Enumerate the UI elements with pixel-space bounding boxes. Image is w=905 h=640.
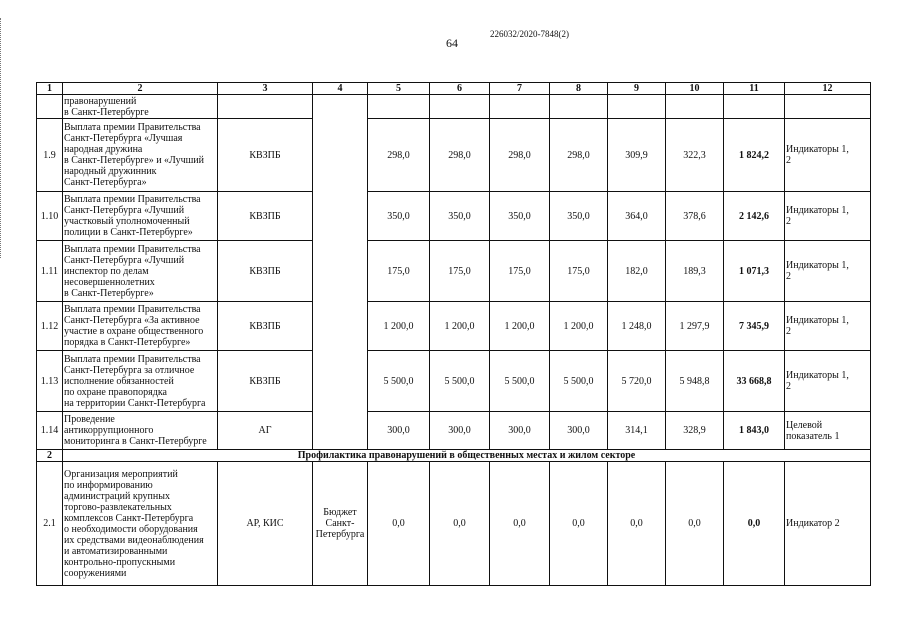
value-cell: 0,0	[666, 462, 724, 586]
value-cell: 5 948,8	[666, 351, 724, 412]
value-cell: 298,0	[490, 119, 550, 192]
row-executor: КВЗПБ	[218, 302, 313, 351]
value-cell: 309,9	[608, 119, 666, 192]
value-cell: 1 248,0	[608, 302, 666, 351]
total-cell: 7 345,9	[724, 302, 785, 351]
value-cell: 175,0	[368, 241, 430, 302]
value-cell: 175,0	[550, 241, 608, 302]
col-number: 11	[724, 83, 785, 95]
value-cell: 1 200,0	[430, 302, 490, 351]
indicator-cell: Индикаторы 1, 2	[785, 119, 871, 192]
value-cell: 175,0	[490, 241, 550, 302]
col-number: 7	[490, 83, 550, 95]
col-number: 6	[430, 83, 490, 95]
value-cell: 1 200,0	[550, 302, 608, 351]
table-row	[37, 351, 871, 412]
row-executor: КВЗПБ	[218, 119, 313, 192]
value-cell: 175,0	[430, 241, 490, 302]
value-cell: 0,0	[550, 462, 608, 586]
value-cell: 322,3	[666, 119, 724, 192]
col-number: 12	[785, 83, 871, 95]
value-cell: 1 297,9	[666, 302, 724, 351]
row-number: 2.1	[37, 462, 63, 586]
section-title: Профилактика правонарушений в общественных местах и жилом секторе	[63, 450, 871, 462]
scan-edge-artifact	[0, 18, 4, 258]
row-executor: КВЗПБ	[218, 351, 313, 412]
total-cell: 1 071,3	[724, 241, 785, 302]
value-cell: 298,0	[430, 119, 490, 192]
col-number: 5	[368, 83, 430, 95]
value-cell: 300,0	[490, 412, 550, 450]
value-cell: 0,0	[430, 462, 490, 586]
total-cell: 0,0	[724, 462, 785, 586]
section-number: 2	[37, 450, 63, 462]
value-cell: 378,6	[666, 192, 724, 241]
row-description: Выплата премии Правительства Санкт-Петербурга «Лучший участковый уполномоченный полиции в Санкт-Петербурге»	[63, 192, 218, 241]
value-cell: 5 500,0	[490, 351, 550, 412]
table-row	[37, 192, 871, 241]
row-executor: АР, КИС	[218, 462, 313, 586]
total-cell: 1 824,2	[724, 119, 785, 192]
value-cell: 300,0	[550, 412, 608, 450]
indicator-cell: Индикаторы 1, 2	[785, 351, 871, 412]
table-row	[37, 241, 871, 302]
row-number: 1.11	[37, 241, 63, 302]
row-number: 1.9	[37, 119, 63, 192]
continuation-row	[37, 95, 871, 119]
col-number: 1	[37, 83, 63, 95]
row-executor: АГ	[218, 412, 313, 450]
column-number-row	[37, 83, 871, 95]
value-cell: 0,0	[368, 462, 430, 586]
table-row	[37, 119, 871, 192]
indicator-cell: Индикатор 2	[785, 462, 871, 586]
value-cell: 189,3	[666, 241, 724, 302]
row-description: Выплата премии Правительства Санкт-Петербурга «Лучшая народная дружина в Санкт-Петербурге» и «Лучший народный дружинник Санкт-Петербурга»	[63, 119, 218, 192]
col-number: 8	[550, 83, 608, 95]
value-cell: 5 720,0	[608, 351, 666, 412]
value-cell: 298,0	[368, 119, 430, 192]
value-cell: 0,0	[490, 462, 550, 586]
indicator-cell: Индикаторы 1, 2	[785, 302, 871, 351]
value-cell: 1 200,0	[490, 302, 550, 351]
table-row	[37, 462, 871, 586]
row-description: правонарушений в Санкт-Петербурге	[63, 95, 218, 119]
value-cell: 314,1	[608, 412, 666, 450]
row-description: Выплата премии Правительства Санкт-Петербурга «За активное участие в охране общественного порядка в Санкт-Петербурге»	[63, 302, 218, 351]
row-description: Организация мероприятий по информированию администраций крупных торгово-развлекательных комплексов Санкт-Петербурга о необходимости оборудования их средствами видеонаблюдения и автоматизированными контрольно-пропускными сооружениями	[63, 462, 218, 586]
table-row	[37, 412, 871, 450]
row-description: Выплата премии Правительства Санкт-Петербурга «Лучший инспектор по делам несовершеннолетних в Санкт-Петербурге»	[63, 241, 218, 302]
total-cell: 1 843,0	[724, 412, 785, 450]
total-cell: 2 142,6	[724, 192, 785, 241]
value-cell: 300,0	[368, 412, 430, 450]
document-number: 226032/2020-7848(2)	[490, 29, 569, 39]
funding-source-cell	[313, 95, 368, 450]
row-number: 1.10	[37, 192, 63, 241]
col-number: 3	[218, 83, 313, 95]
value-cell: 182,0	[608, 241, 666, 302]
row-description: Выплата премии Правительства Санкт-Петербурга за отличное исполнение обязанностей по охране правопорядка на территории Санкт-Петербурга	[63, 351, 218, 412]
program-table	[36, 82, 871, 586]
value-cell: 328,9	[666, 412, 724, 450]
row-number: 1.12	[37, 302, 63, 351]
indicator-cell: Индикаторы 1, 2	[785, 241, 871, 302]
row-executor: КВЗПБ	[218, 192, 313, 241]
col-number: 10	[666, 83, 724, 95]
row-number: 1.14	[37, 412, 63, 450]
total-cell: 33 668,8	[724, 351, 785, 412]
value-cell: 350,0	[368, 192, 430, 241]
row-executor: КВЗПБ	[218, 241, 313, 302]
value-cell: 350,0	[490, 192, 550, 241]
value-cell: 5 500,0	[550, 351, 608, 412]
row-number: 1.13	[37, 351, 63, 412]
value-cell: 0,0	[608, 462, 666, 586]
row-description: Проведение антикоррупционного мониторинга в Санкт-Петербурге	[63, 412, 218, 450]
col-number: 4	[313, 83, 368, 95]
value-cell: 350,0	[430, 192, 490, 241]
table-row	[37, 302, 871, 351]
col-number: 2	[63, 83, 218, 95]
indicator-cell: Целевой показатель 1	[785, 412, 871, 450]
value-cell: 300,0	[430, 412, 490, 450]
value-cell: 1 200,0	[368, 302, 430, 351]
value-cell: 298,0	[550, 119, 608, 192]
value-cell: 350,0	[550, 192, 608, 241]
value-cell: 364,0	[608, 192, 666, 241]
col-number: 9	[608, 83, 666, 95]
value-cell: 5 500,0	[430, 351, 490, 412]
section-row	[37, 450, 871, 462]
page-number: 64	[446, 36, 458, 50]
value-cell: 5 500,0	[368, 351, 430, 412]
indicator-cell: Индикаторы 1, 2	[785, 192, 871, 241]
funding-source: Бюджет Санкт- Петербурга	[313, 462, 368, 586]
